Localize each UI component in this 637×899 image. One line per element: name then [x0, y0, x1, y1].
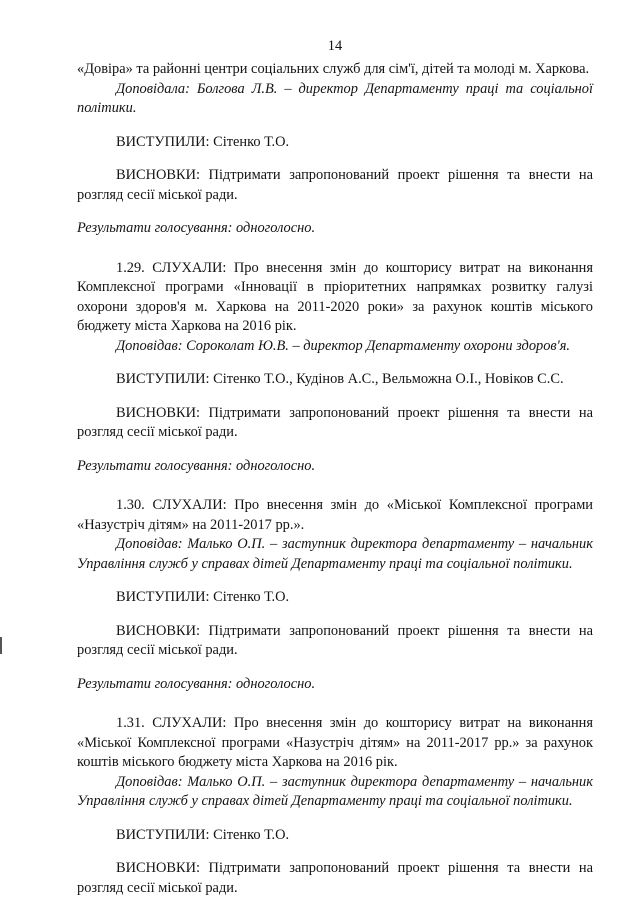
item-1-31: [77, 714, 593, 898]
item-conclusion: ВИСНОВКИ: Підтримати запропонований проект рішення та внести на розгляд сесії міської ради.: [77, 622, 593, 658]
item-spoke: ВИСТУПИЛИ: Сітенко Т.О., Кудінов А.С., Вельможна О.І., Новіков С.С.: [116, 371, 564, 387]
intro-vote: Результати голосування: одноголосно.: [77, 220, 316, 236]
item-speaker: Доповідав: Сороколат Ю.В. – директор Департаменту охорони здоров'я.: [116, 337, 571, 354]
item-spoke: ВИСТУПИЛИ: Сітенко Т.О.: [116, 826, 290, 843]
item-conclusion: ВИСНОВКИ: Підтримати запропонований проект рішення та внести на розгляд сесії міської ради.: [77, 404, 593, 440]
item-conclusion: ВИСНОВКИ: Підтримати запропонований проект рішення та внести на розгляд сесії міської ради.: [77, 860, 593, 896]
intro-speaker: Доповідала: Болгова Л.В. – директор Департаменту праці та соціальної політики.: [77, 80, 593, 116]
item-vote: Результати голосування: одноголосно.: [77, 675, 316, 692]
intro-spoke: ВИСТУПИЛИ: Сітенко Т.О.: [116, 133, 290, 150]
item-vote: Результати голосування: одноголосно.: [77, 457, 316, 474]
item-speaker: Доповідав: Малько О.П. – заступник директора департаменту – начальник Управління служб у справах дітей Департаменту праці та соціальної політики.: [77, 536, 593, 572]
item-heard: 1.29. СЛУХАЛИ: Про внесення змін до кошторису витрат на виконання Комплексної програми «Інновації в пріоритетних напрямках розвитку галузі охорони здоров'я м. Харкова на 2011-2020 роки» за рахунок коштів міського бюджету міста Харкова на 2016 рік.: [77, 259, 593, 334]
intro-section: [77, 60, 593, 239]
page-number: 14: [327, 38, 343, 54]
intro-text: «Довіра» та районні центри соціальних служб для сім'ї, дітей та молоді м. Харкова.: [77, 61, 590, 77]
scan-edge-mark: [0, 637, 2, 654]
item-heard: 1.31. СЛУХАЛИ: Про внесення змін до кошторису витрат на виконання «Міської Комплексної програми «Назустріч дітям» на 2011-2017 рр.» за рахунок коштів міського бюджету міста Харкова на 2016 рік.: [77, 715, 593, 770]
intro-conclusion: ВИСНОВКИ: Підтримати запропонований проект рішення та внести на розгляд сесії міської ради.: [77, 167, 593, 203]
item-spoke: ВИСТУПИЛИ: Сітенко Т.О.: [116, 589, 290, 605]
item-speaker: Доповідав: Малько О.П. – заступник директора департаменту – начальник Управління служб у справах дітей Департаменту праці та соціальної політики.: [77, 773, 593, 809]
item-1-29: [77, 259, 593, 477]
item-heard: 1.30. СЛУХАЛИ: Про внесення змін до «Міської Комплексної програми «Назустріч дітям» на 2011-2017 рр.».: [77, 497, 593, 533]
item-1-30: [77, 496, 593, 694]
